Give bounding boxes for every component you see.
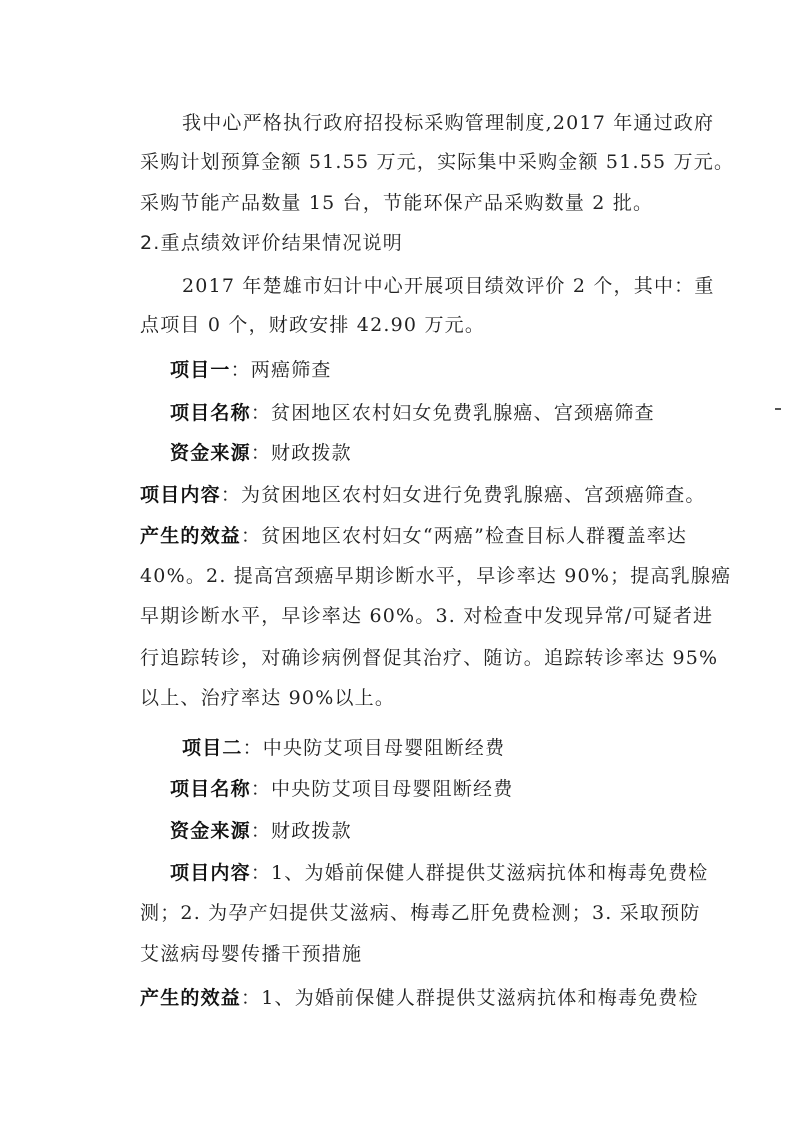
project1-fund-label: 资金来源 bbox=[170, 442, 251, 464]
project1-benefit-line-5: 以上、治疗率达 90%以上。 bbox=[140, 687, 396, 709]
project1-content bbox=[140, 482, 706, 508]
project2-content bbox=[170, 860, 709, 886]
project2-benefit-line-1: ：1、为婚前保健人群提供艾滋病抗体和梅毒免费检 bbox=[241, 987, 699, 1009]
procurement-line-2: 采购计划预算金额 51.55 万元，实际集中采购金额 51.55 万元。 bbox=[140, 151, 735, 173]
project1-benefit bbox=[140, 523, 687, 549]
project1-name-label: 项目名称 bbox=[170, 402, 251, 424]
project2-benefit bbox=[140, 985, 699, 1011]
project1-title bbox=[170, 357, 332, 383]
project2-fund bbox=[170, 818, 352, 844]
project1-content-label: 项目内容 bbox=[140, 484, 221, 506]
project1-benefit-line-2: 40%。2. 提高宫颈癌早期诊断水平，早诊率达 90%；提高乳腺癌 bbox=[140, 565, 732, 587]
project1-benefit-line-3: 早期诊断水平，早诊率达 60%。3. 对检查中发现异常/可疑者进 bbox=[140, 605, 714, 627]
project2-name-label: 项目名称 bbox=[170, 778, 251, 800]
project1-content-value: ：为贫困地区农村妇女进行免费乳腺癌、宫颈癌筛查。 bbox=[220, 484, 706, 506]
project1-name bbox=[170, 400, 655, 426]
project2-title bbox=[182, 735, 505, 761]
project1-title-value: ：两癌筛查 bbox=[230, 359, 332, 381]
intro-line-1: 2017 年楚雄市妇计中心开展项目绩效评价 2 个，其中：重 bbox=[182, 275, 715, 297]
project1-benefit-label: 产生的效益 bbox=[140, 525, 242, 547]
procurement-line-3: 采购节能产品数量 15 台，节能环保产品采购数量 2 批。 bbox=[140, 192, 654, 214]
project1-fund-value: ：财政拨款 bbox=[250, 442, 352, 464]
project1-fund bbox=[170, 440, 352, 466]
project2-benefit-label: 产生的效益 bbox=[140, 987, 242, 1009]
section-heading: 2.重点绩效评价结果情况说明 bbox=[140, 232, 403, 254]
project2-name-value: ：中央防艾项目母婴阻断经费 bbox=[250, 778, 514, 800]
project2-content-line-3: 艾滋病母婴传播干预措施 bbox=[140, 943, 363, 965]
project2-content-line-1: ：1、为婚前保健人群提供艾滋病抗体和梅毒免费检 bbox=[250, 862, 709, 884]
project2-name bbox=[170, 776, 513, 802]
project1-benefit-line-4: 行追踪转诊，对确诊病例督促其治疗、随访。追踪转诊率达 95% bbox=[140, 647, 719, 669]
project1-benefit-line-1: ：贫困地区农村妇女“两癌”检查目标人群覆盖率达 bbox=[241, 525, 688, 547]
project2-title-value: ：中央防艾项目母婴阻断经费 bbox=[242, 737, 506, 759]
project2-title-label: 项目二 bbox=[182, 737, 243, 759]
intro-line-2: 点项目 0 个，财政安排 42.90 万元。 bbox=[140, 314, 486, 336]
project1-title-label: 项目一 bbox=[170, 359, 231, 381]
project2-content-line-2: 测；2. 为孕产妇提供艾滋病、梅毒乙肝免费检测；3. 采取预防 bbox=[140, 902, 701, 924]
project2-fund-label: 资金来源 bbox=[170, 820, 251, 842]
project2-fund-value: ：财政拨款 bbox=[250, 820, 352, 842]
scan-speck bbox=[775, 408, 781, 410]
project2-content-label: 项目内容 bbox=[170, 862, 251, 884]
procurement-line-1: 我中心严格执行政府招投标采购管理制度,2017 年通过政府 bbox=[182, 112, 715, 134]
project1-name-value: ：贫困地区农村妇女免费乳腺癌、宫颈癌筛查 bbox=[250, 402, 655, 424]
